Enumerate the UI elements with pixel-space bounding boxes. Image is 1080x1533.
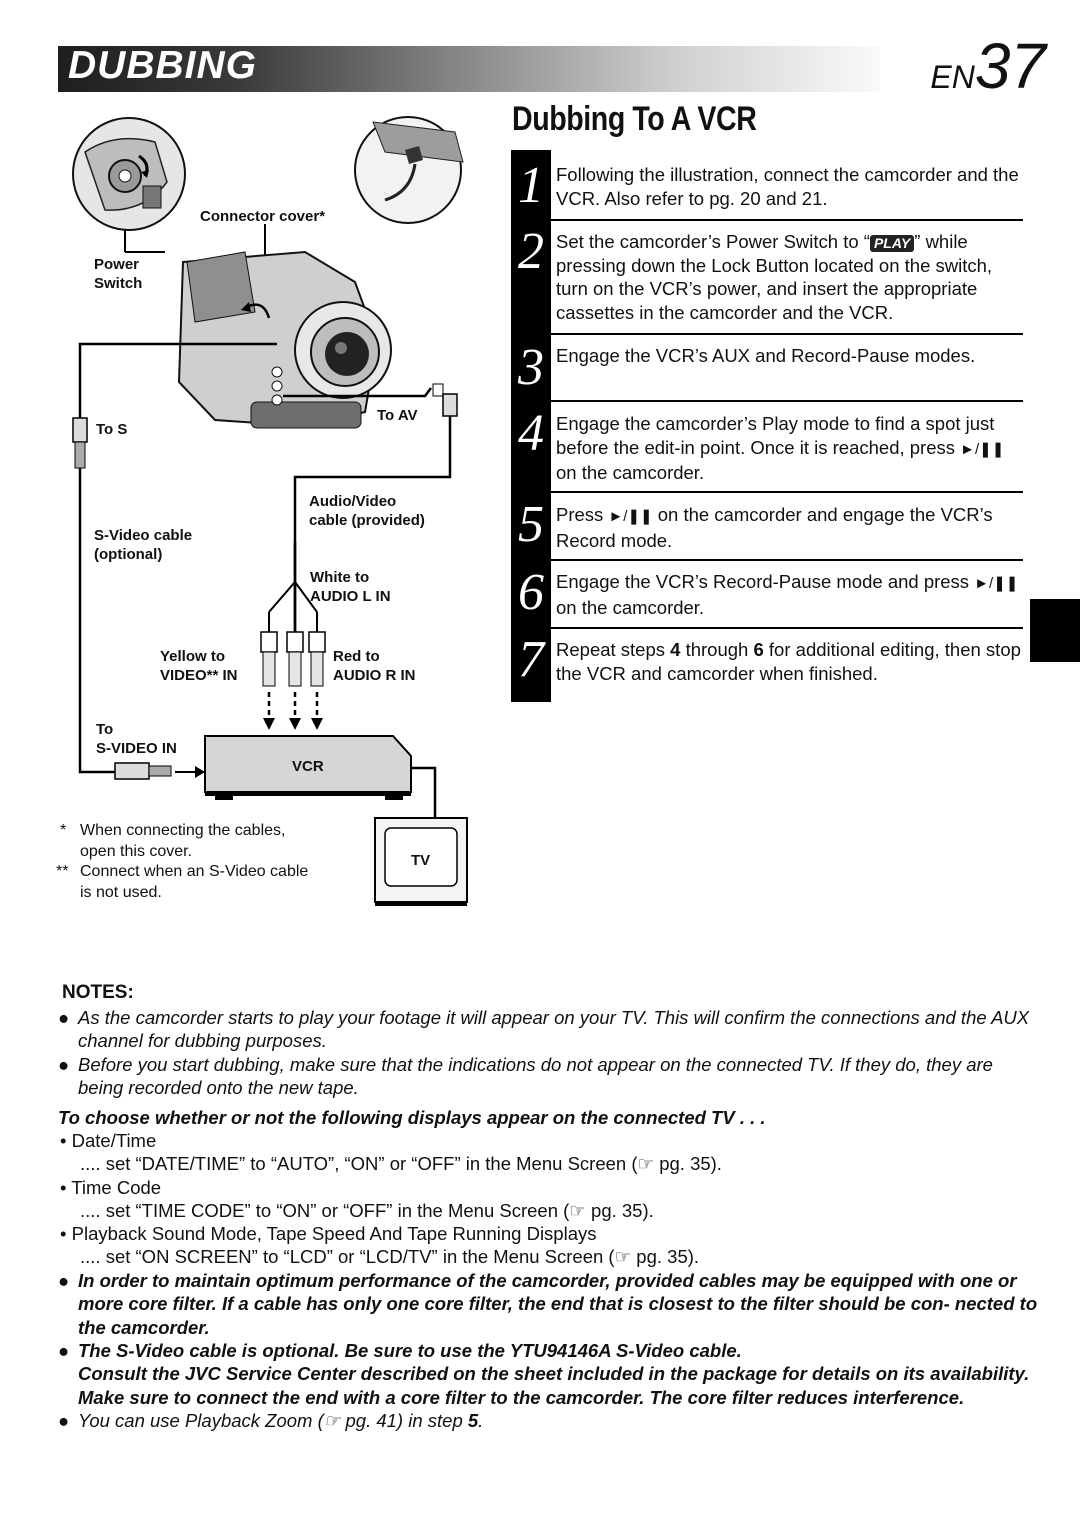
step-number-2: 2 [518, 223, 544, 280]
step-2-text-b: ” while pressing down the Lock Button located on the switch, turn on the VCR’s power, and insert the appropriate cassettes in the camcorder and the VCR. [556, 231, 993, 323]
label-av-cable-1: Audio/Video [309, 493, 397, 510]
step-text-5 [556, 503, 1024, 552]
step-number-5: 5 [518, 496, 544, 553]
label-connector-cover: Connector cover* [200, 208, 326, 225]
note-3 [58, 1269, 1043, 1339]
notes-heading: NOTES: [62, 982, 134, 1003]
step-number-1: 1 [518, 157, 544, 214]
displays-heading: To choose whether or not the following displays appear on the connected TV . . . [58, 1107, 766, 1128]
footnote-2b: is not used. [80, 884, 162, 901]
step-4-text-a: Engage the camcorder’s Play mode to find a spot just before the edit-in point. Once it is reached, press [556, 413, 995, 458]
section-header-title: DUBBING [68, 44, 257, 87]
page-prefix: EN [930, 59, 975, 95]
note-2 [58, 1053, 1043, 1100]
step-7-text-a: Repeat steps [556, 639, 671, 660]
play-pause-icon: ►/❚❚ [960, 440, 1005, 458]
footnote-1b: open this cover. [80, 843, 193, 860]
note-2-text: Before you start dubbing, make sure that the indications do not appear on the connected TV. If they do, they are being recorded onto the new tape. [78, 1054, 993, 1099]
s-video-plug-top [73, 418, 87, 468]
display-item-timecode-setting: .... set “TIME CODE” to “ON” or “OFF” in the Menu Screen (☞ pg. 35). [80, 1200, 654, 1221]
rca-plugs [261, 632, 325, 686]
step-ref-4: 4 [670, 639, 681, 660]
note-5 [58, 1409, 1043, 1432]
connector-cover-detail-illustration [355, 117, 463, 223]
bullet-icon: ● [58, 1270, 70, 1291]
bullet-icon: ● [58, 1054, 70, 1075]
step-separator [551, 627, 1023, 629]
display-item-date-setting: .... set “DATE/TIME” to “AUTO”, “ON” or “OFF” in the Menu Screen (☞ pg. 35). [80, 1153, 722, 1174]
step-4-text-b: on the camcorder. [556, 462, 705, 483]
step-separator [551, 491, 1023, 493]
camcorder-illustration [179, 252, 391, 428]
page-number-value: 37 [974, 30, 1046, 102]
step-7-text-b: through [680, 639, 754, 660]
display-item-playback: • Playback Sound Mode, Tape Speed And Tape Running Displays [60, 1223, 597, 1244]
footnote-1-mark: * [60, 822, 67, 839]
label-to-svideo-2: S-VIDEO IN [96, 740, 177, 757]
page-number [930, 30, 1046, 102]
step-number-7: 7 [518, 631, 544, 688]
display-item-playback-setting: .... set “ON SCREEN” to “LCD” or “LCD/TV” in the Menu Screen (☞ pg. 35). [80, 1246, 700, 1267]
label-power-2: Switch [94, 275, 143, 292]
label-av-cable-2: cable (provided) [309, 512, 425, 529]
note-1-text: As the camcorder starts to play your footage it will appear on your TV. This will confirm the connections and the AUX channel for dubbing purposes. [78, 1007, 1030, 1052]
footnote-1a: When connecting the cables, [80, 822, 286, 839]
bullet-icon: ● [58, 1340, 70, 1361]
label-power-1: Power [94, 256, 140, 273]
step-text-7 [556, 638, 1024, 685]
step-6-text-b: on the camcorder. [556, 596, 705, 618]
note-3-text: In order to maintain optimum performance of the camcorder, provided cables may be equipped with one or more core filter. If a cable has only one core filter, the end that is closest to the filter should be con- nected to the camcorder. [78, 1270, 1038, 1338]
av-plug [433, 384, 457, 416]
step-text-6 [556, 570, 1024, 619]
step-6-text-a: Engage the VCR’s Record-Pause mode and press [556, 571, 975, 592]
note-5-step-ref: 5 [467, 1410, 479, 1431]
footnote-2-mark: ** [56, 863, 69, 880]
label-yellow-1: Yellow to [160, 648, 226, 665]
label-svideo-2: (optional) [94, 546, 163, 563]
label-white-1: White to [310, 569, 370, 586]
display-item-timecode: • Time Code [60, 1177, 162, 1198]
label-vcr: VCR [292, 758, 324, 775]
play-mode-badge: PLAY [870, 235, 914, 252]
step-text-4 [556, 412, 1024, 485]
label-yellow-2: VIDEO** IN [160, 667, 238, 684]
step-5-text-b: on the camcorder and engage the VCR’s Record mode. [556, 504, 993, 551]
bullet-icon: ● [58, 1007, 70, 1028]
page-title: Dubbing To A VCR [512, 100, 757, 138]
power-switch-detail-illustration [73, 118, 185, 230]
label-white-2: AUDIO L IN [310, 588, 391, 605]
play-pause-icon: ►/❚❚ [974, 575, 1019, 592]
label-to-svideo-1: To [96, 721, 114, 738]
label-to-s: To S [96, 421, 128, 438]
step-7-text-c: for additional editing, then stop the VCR and camcorder when finished. [556, 639, 1021, 684]
step-separator [551, 559, 1023, 561]
step-number-6: 6 [518, 564, 544, 621]
note-4-text-b: Consult the JVC Service Center described on the sheet included in the package for details on its availability. Make sure to connect the end with a core filter to the camcorder. The core filter reduces interference. [78, 1363, 1030, 1408]
note-1 [58, 1006, 1043, 1053]
s-video-plug-bottom [115, 763, 171, 779]
label-red-1: Red to [333, 648, 380, 665]
step-text-1: Following the illustration, connect the camcorder and the VCR. Also refer to pg. 20 and 21. [556, 164, 1019, 209]
play-pause-icon: ►/❚❚ [608, 508, 653, 525]
footnote-2a: Connect when an S-Video cable [80, 863, 309, 880]
chapter-side-tab [1030, 599, 1080, 662]
note-4 [58, 1339, 1043, 1409]
note-4-text-a: The S-Video cable is optional. Be sure to use the YTU94146A S-Video cable. [78, 1340, 742, 1361]
label-red-2: AUDIO R IN [333, 667, 416, 684]
step-separator [551, 400, 1023, 402]
label-svideo-1: S-Video cable [94, 527, 193, 544]
step-ref-6: 6 [753, 639, 764, 660]
bullet-icon: ● [58, 1410, 70, 1431]
step-number-4: 4 [518, 405, 544, 462]
step-2-text-a: Set the camcorder’s Power Switch to “ [556, 231, 870, 252]
step-separator [551, 219, 1023, 221]
step-5-text-a: Press [556, 504, 609, 525]
display-item-date: • Date/Time [60, 1130, 157, 1151]
label-tv: TV [411, 852, 431, 869]
step-text-2 [556, 230, 1024, 324]
note-5-text-a: You can use Playback Zoom (☞ pg. 41) in step [78, 1410, 468, 1431]
label-to-av: To AV [377, 407, 418, 424]
step-text-3: Engage the VCR’s AUX and Record-Pause modes. [556, 345, 976, 366]
step-separator [551, 333, 1023, 335]
note-5-text-c: . [478, 1410, 484, 1431]
step-number-3: 3 [518, 339, 544, 396]
